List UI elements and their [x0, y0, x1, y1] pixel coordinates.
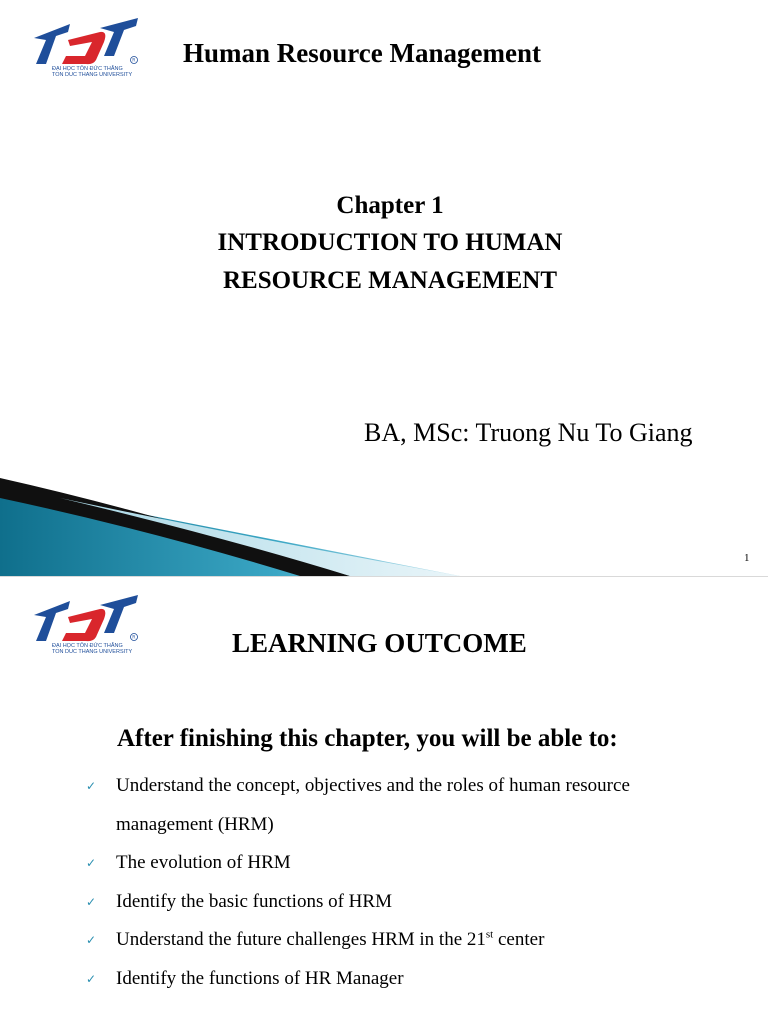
tdtu-logo-icon	[30, 18, 138, 82]
chapter-title-line-2: RESOURCE MANAGEMENT	[222, 267, 558, 294]
svg-text:R: R	[132, 58, 136, 64]
logo-subtext: ĐẠI HỌC TÔN ĐỨC THẮNG TON DUC THANG UNIVERSITY	[52, 643, 133, 655]
chapter-title-line-1: INTRODUCTION TO HUMAN	[217, 229, 563, 256]
list-item: ✓ Understand the concept, objectives and the roles of human resource management (HRM)	[86, 767, 746, 844]
slide-title: LEARNING OUTCOME	[232, 628, 527, 658]
list-item: ✓ Identify the functions of HR Manager	[86, 960, 746, 999]
outcome-list	[86, 767, 746, 998]
tdtu-logo-icon	[30, 595, 138, 659]
header-title: Human Resource Management	[183, 38, 541, 68]
list-item: ✓ Identify the basic functions of HRM	[86, 883, 746, 922]
checkmark-icon: ✓	[86, 894, 97, 909]
chapter-label: Chapter 1	[336, 192, 444, 219]
author-name: BA, MSc: Truong Nu To Giang	[364, 418, 693, 447]
svg-text:R: R	[132, 635, 136, 641]
list-item: ✓ Understand the future challenges HRM in the 21st center	[86, 921, 746, 960]
checkmark-icon: ✓	[86, 971, 97, 986]
page-number: 1	[744, 552, 750, 564]
lead-sentence: After finishing this chapter, you will be able to:	[117, 725, 618, 752]
logo-subtext: ĐẠI HỌC TÔN ĐỨC THẮNG TON DUC THANG UNIVERSITY	[52, 66, 133, 78]
checkmark-icon: ✓	[86, 779, 97, 793]
checkmark-icon: ✓	[86, 856, 97, 870]
list-item: ✓ The evolution of HRM	[86, 844, 746, 883]
decorative-swoosh	[0, 470, 460, 576]
checkmark-icon: ✓	[86, 933, 97, 947]
learning-outcome-slide	[0, 576, 768, 1025]
